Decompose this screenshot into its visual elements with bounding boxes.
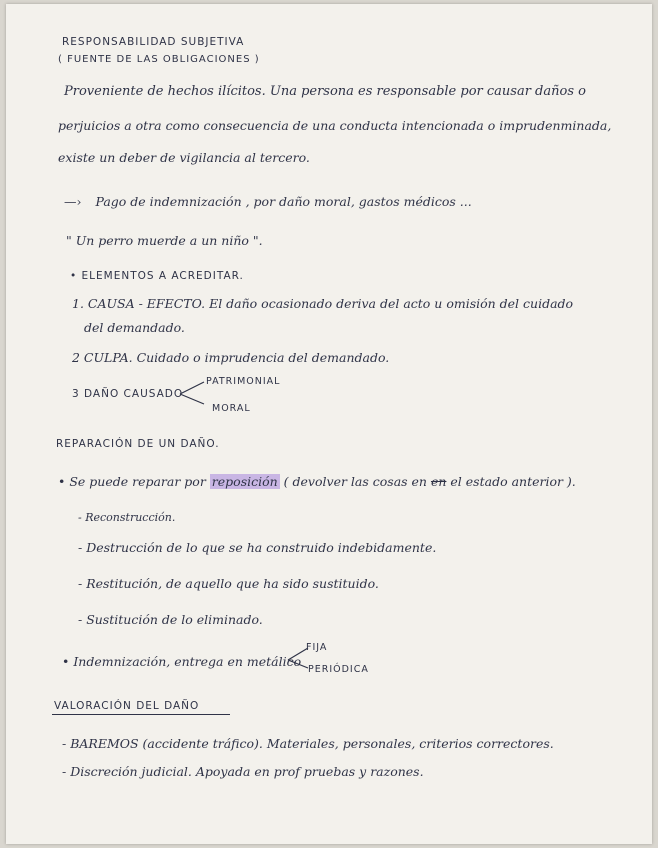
intro-line-2: perjuicios a otra como consecuencia de una conducta intencionada o imprudenminada, (58, 118, 612, 133)
arrow-icon: —› (64, 194, 82, 209)
repair-item-3: - Restitución, de aquello que ha sido sustituido. (78, 576, 379, 591)
repair-item-1: - Reconstrucción. (78, 511, 176, 524)
repair-heading: REPARACIÓN DE UN DAÑO. (56, 438, 220, 450)
repair-line-start: • Se puede reparar por (58, 474, 206, 489)
intro-line-1: Proveniente de hechos ilícitos. Una persona es responsable por causar daños o (64, 84, 586, 99)
repair-line-struck-word: en (430, 474, 447, 489)
page-title: RESPONSABILIDAD SUBJETIVA (62, 36, 245, 48)
valuation-heading-underline (52, 714, 230, 715)
page-subtitle: ( FUENTE DE LAS OBLIGACIONES ) (58, 54, 260, 65)
valuation-item-2: - Discreción judicial. Apoyada en prof pruebas y razones. (62, 764, 424, 779)
arrow-line-text: Pago de indemnización , por daño moral, gastos médicos ... (95, 194, 472, 209)
intro-line-3: existe un deber de vigilancia al tercero. (58, 150, 310, 165)
element-3-branch-patrimonial: PATRIMONIAL (206, 376, 281, 387)
indemnification-branch-periodica: PERIÓDICA (308, 664, 369, 675)
element-3: 3 DAÑO CAUSADO (72, 388, 184, 400)
repair-line (58, 474, 576, 490)
valuation-heading: VALORACIÓN DEL DAÑO (54, 700, 200, 712)
valuation-item-1: - BAREMOS (accidente tráfico). Materiales, personales, criterios correctores. (62, 736, 554, 751)
element-3-branch-moral: MORAL (212, 403, 251, 414)
element-1-line-a: 1. CAUSA - EFECTO. El daño ocasionado deriva del acto u omisión del cuidado (72, 296, 574, 311)
element-2: 2 CULPA. Cuidado o imprudencia del demandado. (72, 350, 390, 365)
arrow-line (64, 194, 472, 210)
elements-heading: • ELEMENTOS A ACREDITAR. (70, 270, 244, 282)
notebook-page (6, 4, 652, 844)
repair-item-4: - Sustitución de lo eliminado. (78, 612, 263, 627)
indemnification-line: • Indemnización, entrega en metálico (62, 654, 302, 669)
repair-line-end: el estado anterior ). (450, 474, 576, 489)
indemnification-branch-fija: FIJA (306, 642, 328, 653)
repair-item-2: - Destrucción de lo que se ha construido indebidamente. (78, 540, 437, 555)
element-1-line-b: del demandado. (84, 320, 185, 335)
example-quote: " Un perro muerde a un niño ". (66, 233, 263, 248)
repair-line-highlight: reposición (211, 474, 278, 489)
repair-line-middle: ( devolver las cosas en (283, 474, 427, 489)
